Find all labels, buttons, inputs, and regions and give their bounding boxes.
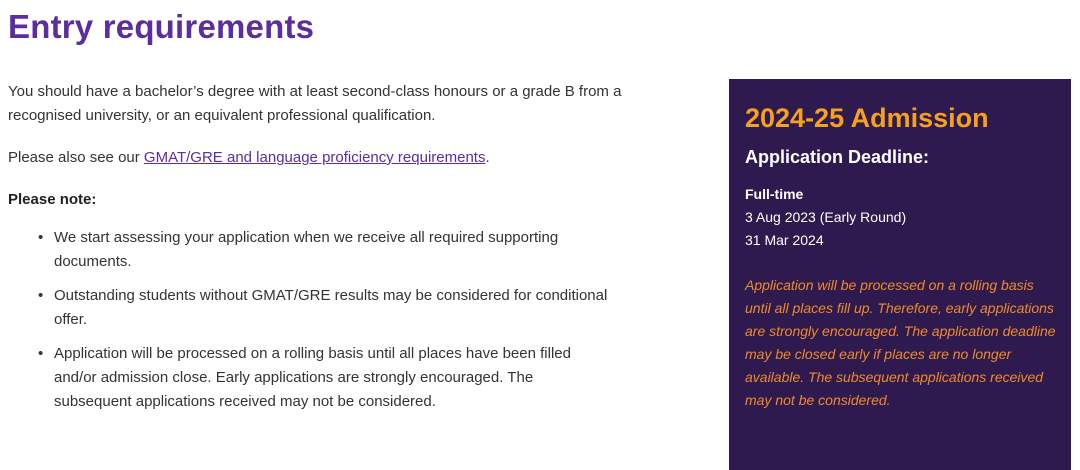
list-item-text: We start assessing your application when we receive all required supporting documents.: [54, 229, 559, 270]
study-mode: Full-time: [745, 186, 804, 202]
admission-sidebar: [729, 79, 1071, 470]
list-item-text: Outstanding students without GMAT/GRE results may be considered for conditional offer.: [54, 287, 608, 328]
page-title: Entry requirements: [8, 8, 315, 45]
see-also-paragraph: [8, 146, 628, 170]
deadline-date-early: 3 Aug 2023 (Early Round): [745, 209, 907, 225]
bullet-icon: •: [38, 345, 44, 362]
deadline-date-final: 31 Mar 2024: [745, 232, 824, 248]
gmat-gre-requirements-link[interactable]: GMAT/GRE and language proficiency requirements: [143, 149, 486, 166]
notes-list: [8, 226, 628, 414]
see-also-suffix: .: [485, 149, 490, 166]
bullet-icon: •: [38, 287, 44, 304]
please-note-heading: Please note:: [8, 191, 97, 208]
list-item: [38, 342, 614, 414]
list-item: [38, 284, 614, 332]
intro-paragraph: You should have a bachelor’s degree with at least second-class honours or a grade B from a recognised university, or an equivalent professional qualification.: [8, 83, 622, 124]
list-item: [38, 226, 614, 274]
rolling-basis-notice: Application will be processed on a rolling basis until all places fill up. Therefore, early applications are strongly encouraged. The application deadline may be closed early if places are no longer available. The subsequent applications received may not be considered.: [745, 277, 1056, 408]
deadline-label: Application Deadline:: [745, 147, 930, 167]
deadline-details: [745, 183, 1071, 252]
list-item-text: Application will be processed on a rolling basis until all places have been filled and/or admission close. Early applications are strongly encouraged. The subsequent applications received may not be considered.: [54, 345, 571, 410]
admission-title: 2024-25 Admission: [745, 103, 989, 133]
bullet-icon: •: [38, 229, 44, 246]
see-also-prefix: Please also see our: [8, 149, 144, 166]
main-content: [8, 80, 628, 424]
